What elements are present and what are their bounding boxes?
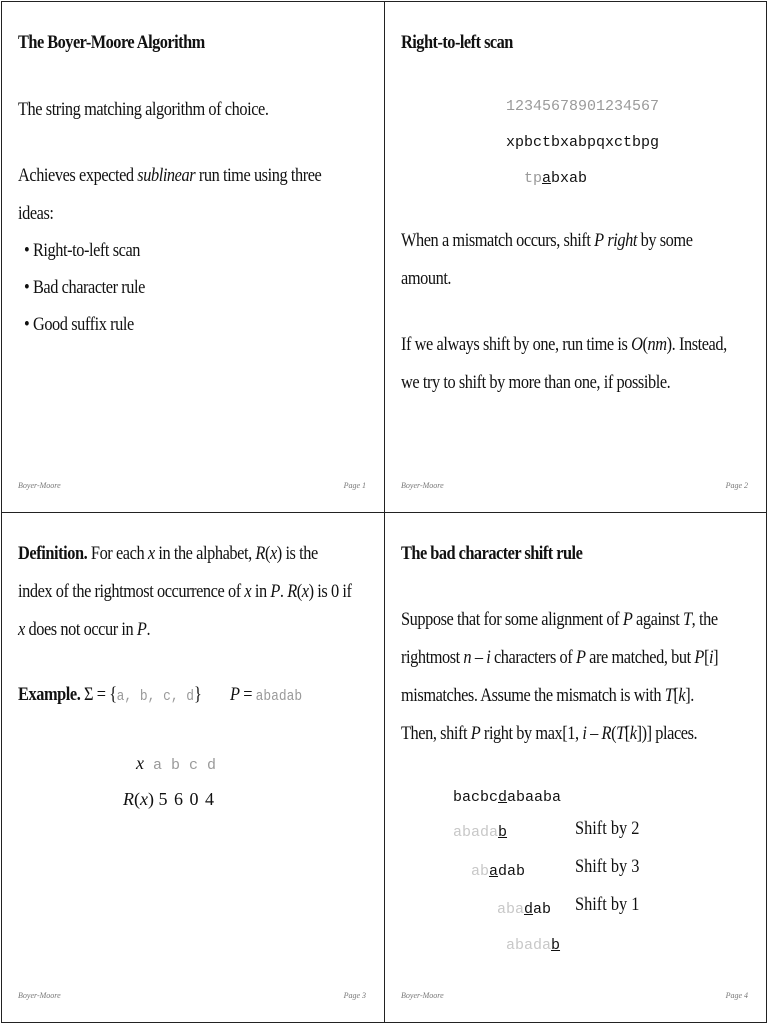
text-run: [ <box>673 685 679 706</box>
var-R: R <box>601 723 612 744</box>
var-R: R <box>255 543 265 564</box>
emphasis-right: right <box>607 230 637 251</box>
text-run: ( <box>134 789 140 809</box>
text-run: If we always shift by one, run time is <box>401 334 632 355</box>
intro-text: The string matching algorithm of choice. <box>18 99 269 120</box>
text-run: ( <box>642 334 648 355</box>
text-run: ( <box>264 543 270 564</box>
text-run: – <box>586 723 602 744</box>
slide-title: The bad character shift rule <box>401 543 583 564</box>
matched-chars: ab <box>471 863 490 880</box>
text-run: ( <box>611 723 617 744</box>
var-R: R <box>287 581 297 602</box>
var-i: i <box>486 647 491 668</box>
text-run: against <box>632 609 683 630</box>
bullet-item: • Bad character rule <box>24 277 145 298</box>
text-run: – <box>471 647 487 668</box>
text-run: are matched, but <box>585 647 695 668</box>
bullet-item: • Right-to-left scan <box>24 240 141 261</box>
alphabet-values: a, b, c, d <box>116 688 195 705</box>
var-P: P <box>136 619 147 640</box>
var-O: O <box>631 334 643 355</box>
var-R: R <box>123 789 134 809</box>
footer-label: Boyer-Moore <box>18 481 61 490</box>
definition-line-3 <box>18 611 150 649</box>
text-run: ) <box>148 789 154 809</box>
text-run: . <box>279 581 288 602</box>
example-text-row <box>453 789 561 806</box>
shift-label: Shift by 1 <box>575 894 640 915</box>
alignment-row <box>471 863 525 880</box>
pattern-mismatch: a <box>542 170 552 187</box>
definition-line-2 <box>18 573 352 611</box>
text-run: index of the rightmost occurrence of <box>18 581 245 602</box>
mismatch-char: d <box>524 901 534 918</box>
text-run: right by max[1, <box>480 723 583 744</box>
var-P: P <box>470 723 481 744</box>
emphasis-sublinear: sublinear <box>137 165 196 186</box>
text-run: Then, shift <box>401 723 471 744</box>
shift-label: Shift by 3 <box>575 856 640 877</box>
text-run: ( <box>296 581 302 602</box>
achieves-line <box>18 157 321 195</box>
var-x: x <box>301 581 309 602</box>
var-P: P <box>575 647 586 668</box>
var-P: P <box>694 647 704 668</box>
mismatch-char: a <box>489 863 499 880</box>
achieves-line-2: ideas: <box>18 203 54 224</box>
definition-label: Definition. <box>18 543 88 564</box>
text-run: [ <box>624 723 630 744</box>
rule-line-4 <box>401 715 697 753</box>
example-label: Example. <box>18 684 81 705</box>
var-k: k <box>629 723 637 744</box>
text-run: . <box>146 619 151 640</box>
matched-chars: aba <box>497 901 525 918</box>
text-run: ]. <box>685 685 694 706</box>
var-i: i <box>708 647 714 668</box>
pattern-suffix: bxab <box>551 170 588 187</box>
shift-label: Shift by 2 <box>575 818 640 839</box>
slide-title: The Boyer-Moore Algorithm <box>18 32 205 53</box>
var-x: x <box>136 753 144 773</box>
footer-label: Boyer-Moore <box>401 481 444 490</box>
mismatch-line-2: amount. <box>401 268 452 289</box>
text-run: [ <box>703 647 709 668</box>
remaining-chars: ab <box>533 901 552 918</box>
var-k: k <box>678 685 686 706</box>
text-run: ] <box>713 647 719 668</box>
var-nm: nm <box>647 334 667 355</box>
runtime-line-2: we try to shift by more than one, if possible. <box>401 372 671 393</box>
var-i: i <box>582 723 587 744</box>
text-run: ) is the <box>276 543 318 564</box>
text-run: Σ = { <box>80 684 117 705</box>
var-T: T <box>682 609 692 630</box>
var-P: P <box>230 684 240 705</box>
page-number: Page 2 <box>725 481 748 490</box>
var-x: x <box>244 581 252 602</box>
text-run: Achieves expected <box>18 165 138 186</box>
text-mismatch-char: d <box>498 789 508 806</box>
var-x: x <box>269 543 277 564</box>
pattern-prefix: tp <box>524 170 543 187</box>
var-x: x <box>18 619 25 640</box>
example-line <box>18 676 201 716</box>
mismatch-line <box>401 222 693 260</box>
text-run: } <box>194 684 202 705</box>
var-P: P <box>270 581 280 602</box>
rule-line-3 <box>401 677 694 715</box>
text-run: characters of <box>490 647 576 668</box>
table-letters: a b c d <box>153 757 217 774</box>
rule-line-1 <box>401 601 718 639</box>
table-values: 5 6 0 4 <box>158 789 215 809</box>
text-run: For each <box>87 543 148 564</box>
bullet-item: • Good suffix rule <box>24 314 134 335</box>
mismatch-char: b <box>498 824 508 841</box>
text-run: Suppose that for some alignment of <box>401 609 623 630</box>
text-run: in the alphabet, <box>154 543 256 564</box>
alignment-row <box>506 937 560 954</box>
slide-4 <box>384 512 767 1023</box>
table-header-row <box>136 753 216 774</box>
slide-3 <box>1 512 385 1023</box>
slide-title: Right-to-left scan <box>401 32 513 53</box>
rule-line-2 <box>401 639 718 677</box>
example-pattern <box>230 676 302 716</box>
text-run: = <box>239 684 256 705</box>
var-P: P <box>622 609 633 630</box>
text-run: in <box>251 581 271 602</box>
mismatch-char: b <box>551 937 561 954</box>
text-run: does not occur in <box>24 619 137 640</box>
var-T: T <box>664 685 674 706</box>
var-P: P <box>594 230 604 251</box>
text-run: , the <box>691 609 718 630</box>
text-prefix: bacbc <box>453 789 499 806</box>
footer-label: Boyer-Moore <box>18 991 61 1000</box>
pattern-row <box>524 170 587 187</box>
table-value-row <box>123 789 215 810</box>
var-x: x <box>147 543 155 564</box>
slide-1 <box>1 1 385 513</box>
definition-line-1 <box>18 535 318 573</box>
text-run: When a mismatch occurs, shift <box>401 230 595 251</box>
text-run: mismatches. Assume the mismatch is with <box>401 685 665 706</box>
text-run: rightmost <box>401 647 464 668</box>
var-T: T <box>616 723 625 744</box>
text-run: by some <box>636 230 693 251</box>
text-suffix: abaaba <box>507 789 562 806</box>
remaining-chars: dab <box>498 863 526 880</box>
index-row: 12345678901234567 <box>506 98 660 115</box>
slide-2 <box>384 1 767 513</box>
page-number: Page 1 <box>343 481 366 490</box>
page-number: Page 3 <box>343 991 366 1000</box>
footer-label: Boyer-Moore <box>401 991 444 1000</box>
alignment-row <box>453 824 507 841</box>
text-run: ])] places. <box>636 723 698 744</box>
text-run: ) is 0 if <box>308 581 352 602</box>
matched-chars: abada <box>453 824 499 841</box>
var-x: x <box>140 789 148 809</box>
var-n: n <box>463 647 472 668</box>
matched-chars: abada <box>506 937 552 954</box>
pattern-value: abadab <box>255 688 303 705</box>
text-row: xpbctbxabpqxctbpg <box>506 134 660 151</box>
page-number: Page 4 <box>725 991 748 1000</box>
runtime-line <box>401 326 727 364</box>
text-run: ). Instead, <box>666 334 727 355</box>
alignment-row <box>497 901 551 918</box>
text-run: run time using three <box>195 165 322 186</box>
